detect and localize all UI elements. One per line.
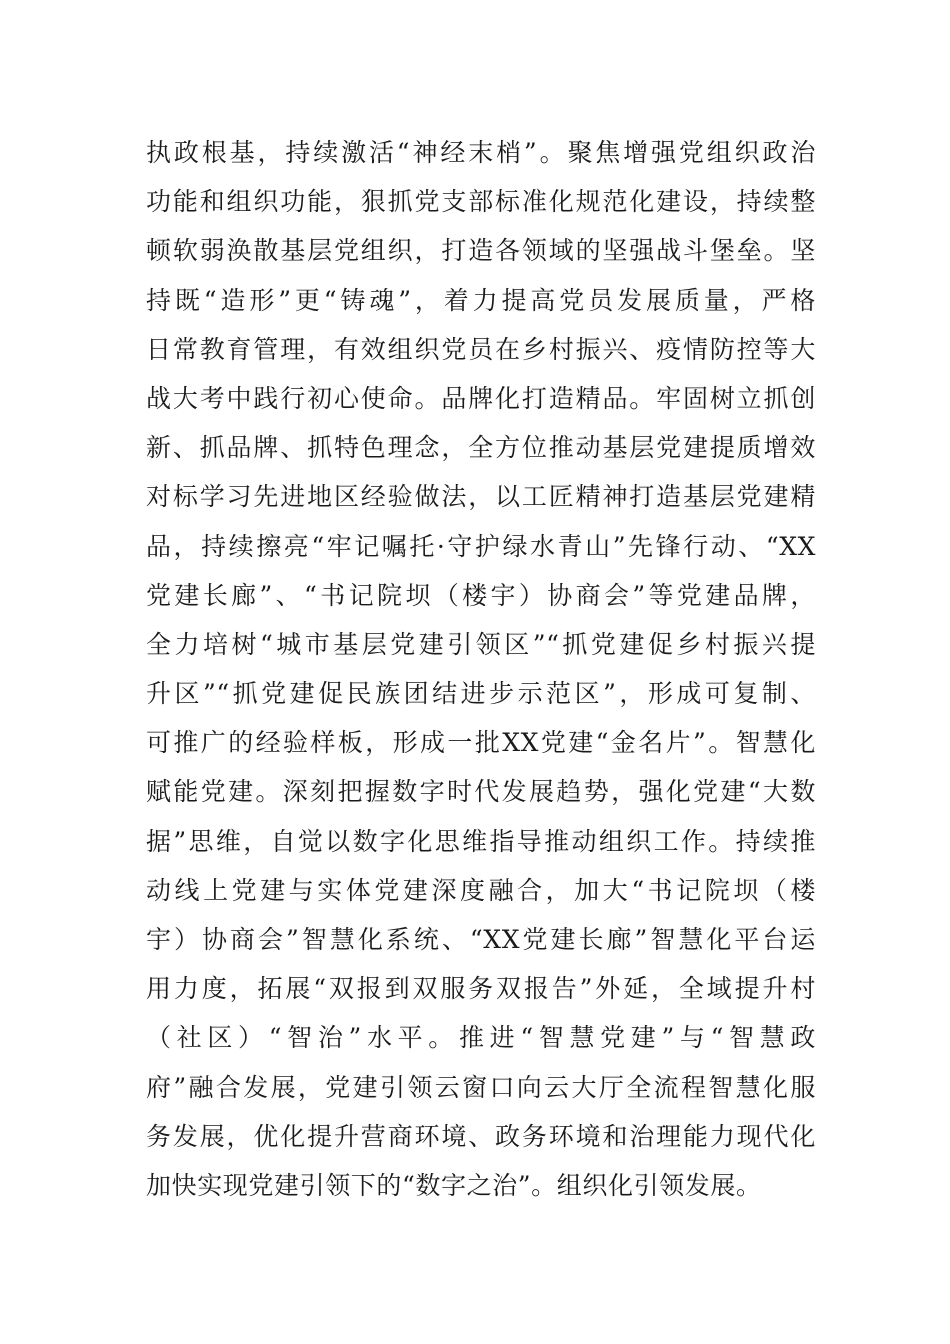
text-line: 据”思维，自觉以数字化思维指导推动组织工作。持续推 (146, 826, 816, 856)
text-line: 升区”“抓党建促民族团结进步示范区”，形成可复制、 (146, 679, 816, 709)
text-line: 新、抓品牌、抓特色理念，全方位推动基层党建提质增效 (146, 433, 816, 463)
text-line: 顿软弱涣散基层党组织，打造各领域的坚强战斗堡垒。坚 (146, 236, 816, 266)
text-line: 持既“造形”更“铸魂”，着力提高党员发展质量，严格 (146, 285, 816, 315)
text-line: 府”融合发展，党建引领云窗口向云大厅全流程智慧化服 (146, 1072, 816, 1102)
text-line: 品，持续擦亮“牢记嘱托·守护绿水青山”先锋行动、“XX (146, 531, 816, 561)
text-line: 用力度，拓展“双报到双服务双报告”外延，全域提升村 (146, 974, 816, 1004)
text-line: 务发展，优化提升营商环境、政务环境和治理能力现代化 (146, 1121, 816, 1151)
text-line: 赋能党建。深刻把握数字时代发展趋势，强化党建“大数 (146, 777, 816, 807)
text-line: 可推广的经验样板，形成一批XX党建“金名片”。智慧化 (146, 728, 816, 758)
text-line: 全力培树“城市基层党建引领区”“抓党建促乡村振兴提 (146, 629, 816, 659)
text-line: （社区）“智治”水平。推进“智慧党建”与“智慧政 (146, 1023, 816, 1053)
text-line: 执政根基，持续激活“神经末梢”。聚焦增强党组织政治 (146, 138, 816, 167)
text-line: 加快实现党建引领下的“数字之治”。组织化引领发展。 (146, 1170, 762, 1200)
text-line: 日常教育管理，有效组织党员在乡村振兴、疫情防控等大 (146, 334, 816, 364)
text-line: 对标学习先进地区经验做法，以工匠精神打造基层党建精 (146, 482, 816, 512)
text-line: 动线上党建与实体党建深度融合，加大“书记院坝（楼 (146, 875, 816, 905)
text-line: 宇）协商会”智慧化系统、“XX党建长廊”智慧化平台运 (146, 925, 816, 954)
text-line: 战大考中践行初心使命。品牌化打造精品。牢固树立抓创 (146, 383, 816, 413)
text-line: 党建长廊”、“书记院坝（楼宇）协商会”等党建品牌， (146, 580, 816, 610)
body-text (146, 128, 816, 1210)
text-line: 功能和组织功能，狠抓党支部标准化规范化建设，持续整 (146, 187, 816, 217)
